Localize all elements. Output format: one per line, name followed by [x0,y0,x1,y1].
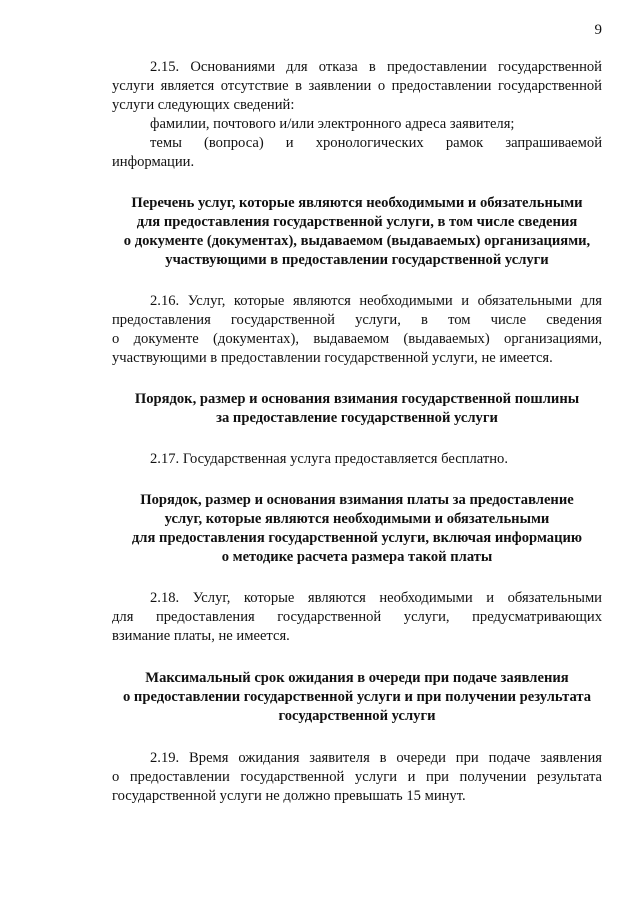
heading-line: Порядок, размер и основания взимания государственной пошлины [134,391,580,407]
paragraph-line: услуги является отсутствие в заявлении о предоставлении государственной [112,78,602,94]
paragraph-line: предоставления государственной услуги, в том числе сведения [112,312,602,328]
paragraph-line: взимание платы, не имеется. [112,628,290,644]
section-heading-payment [112,491,602,567]
paragraph-2-17 [112,450,602,469]
section-heading-services-list [112,194,602,270]
paragraph-line: услуги следующих сведений: [112,97,295,113]
heading-line: о методике расчета размера такой платы [221,549,493,565]
paragraph-2-16 [112,292,602,368]
paragraph-line: о документе (документах), выдаваемом (выдаваемых) организациями, [112,331,602,347]
paragraph-line: 2.18. Услуг, которые являются необходимыми и обязательными [150,590,602,606]
document-body [112,58,602,806]
paragraph-line: темы (вопроса) и хронологических рамок запрашиваемой [150,135,602,151]
heading-line: для предоставления государственной услуги, в том числе сведения [136,214,578,230]
paragraph-line: о предоставлении государственной услуги и при получении результата [112,769,602,785]
heading-line: за предоставление государственной услуги [216,410,498,426]
heading-line: о документе (документах), выдаваемом (выдаваемых) организациями, [123,233,591,249]
heading-line: о предоставлении государственной услуги и при получении результата [122,689,592,705]
heading-line: для предоставления государственной услуги, включая информацию [131,530,583,546]
paragraph-line: информации. [112,154,195,170]
heading-line: Порядок, размер и основания взимания платы за предоставление [140,492,574,508]
heading-line: Максимальный срок ожидания в очереди при подаче заявления [145,670,569,686]
paragraph-2-18 [112,589,602,646]
heading-line: государственной услуги [278,708,436,724]
heading-line: участвующими в предоставлении государственной услуги [165,252,549,268]
paragraph-line: 2.15. Основаниями для отказа в предоставлении государственной [150,59,602,75]
paragraph-line: участвующими в предоставлении государственной услуги, не имеется. [112,350,553,366]
paragraph-2-19 [112,749,602,806]
page-number: 9 [594,22,602,38]
section-heading-state-fee [112,390,602,428]
paragraph-line: 2.16. Услуг, которые являются необходимыми и обязательными для [150,293,602,309]
heading-line: услуг, которые являются необходимыми и обязательными [164,511,550,527]
paragraph-line: 2.17. Государственная услуга предоставляется бесплатно. [150,451,509,467]
section-heading-waiting-time [112,669,602,726]
paragraph-2-15 [112,58,602,172]
paragraph-line: фамилии, почтового и/или электронного адреса заявителя; [150,116,515,132]
paragraph-line: для предоставления государственной услуги, предусматривающих [112,609,602,625]
paragraph-line: 2.19. Время ожидания заявителя в очереди при подаче заявления [150,750,602,766]
heading-line: Перечень услуг, которые являются необходимыми и обязательными [131,195,583,211]
paragraph-line: государственной услуги не должно превышать 15 минут. [112,788,466,804]
